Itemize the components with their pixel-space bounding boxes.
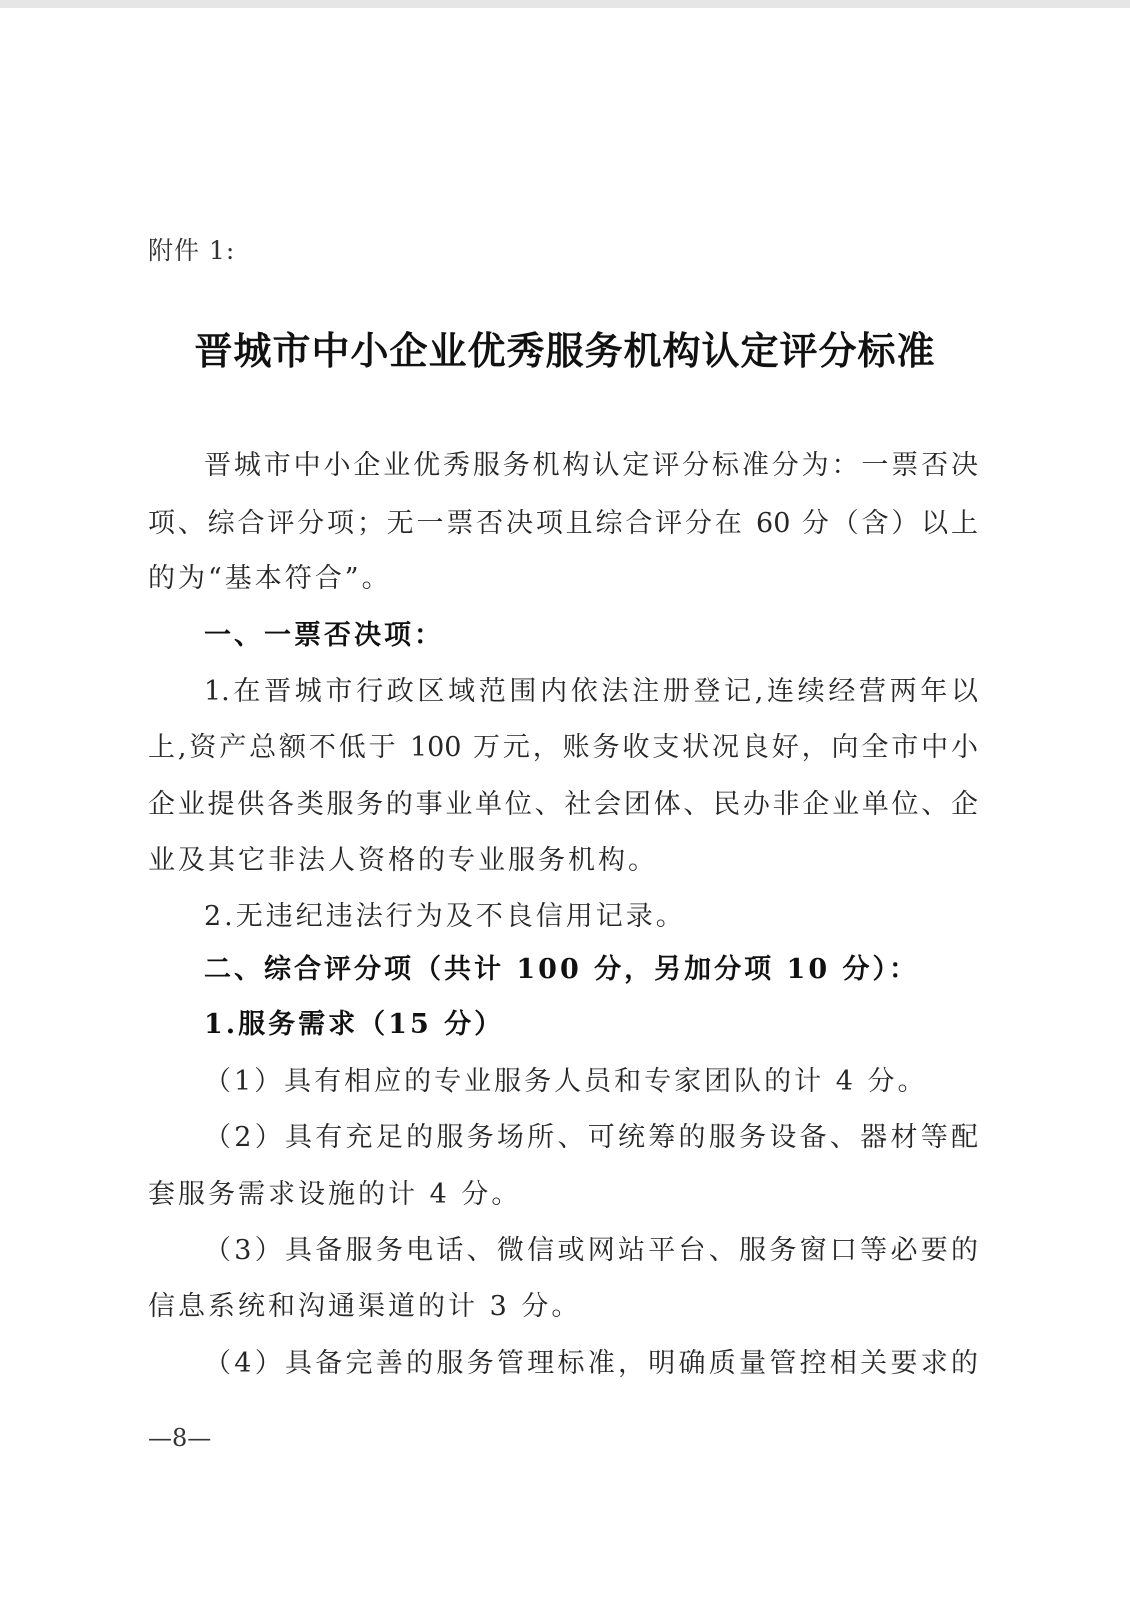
attachment-label: 附件 1:: [148, 236, 236, 265]
page-number: —8—: [148, 1424, 212, 1452]
section-heading-veto: 一、一票否决项：: [204, 620, 444, 651]
criterion-4-line-1: （4）具备完善的服务管理标准，明确质量管控相关要求的: [204, 1348, 978, 1379]
veto-item-2: 2.无违纪违法行为及不良信用记录。: [204, 901, 686, 932]
intro-line-1: 晋城市中小企业优秀服务机构认定评分标准分为：一票否决: [204, 450, 978, 481]
section-heading-scoring: 二、综合评分项（共计 100 分，另加分项 10 分）：: [204, 954, 920, 985]
veto-item-1-line-4: 业及其它非法人资格的专业服务机构。: [148, 845, 658, 876]
criterion-1: （1）具有相应的专业服务人员和专家团队的计 4 分。: [204, 1066, 928, 1097]
subsection-heading-service-demand: 1.服务需求（15 分）: [204, 1009, 505, 1040]
veto-item-1-line-2: 上,资产总额不低于 100 万元，账务收支状况良好，向全市中小: [148, 732, 978, 763]
veto-item-1-line-3: 企业提供各类服务的事业单位、社会团体、民办非企业单位、企: [148, 789, 978, 820]
intro-line-2: 项、综合评分项；无一票否决项且综合评分在 60 分（含）以上: [148, 508, 978, 539]
document-title: 晋城市中小企业优秀服务机构认定评分标准: [194, 328, 936, 373]
criterion-3-line-1: （3）具备服务电话、微信或网站平台、服务窗口等必要的: [204, 1235, 978, 1266]
criterion-2-line-1: （2）具有充足的服务场所、可统筹的服务设备、器材等配: [204, 1122, 978, 1153]
criterion-3-line-2: 信息系统和沟通渠道的计 3 分。: [148, 1291, 582, 1322]
criterion-2-line-2: 套服务需求设施的计 4 分。: [148, 1179, 522, 1210]
intro-line-3: 的为“基本符合”。: [148, 563, 392, 594]
veto-item-1-line-1: 1.在晋城市行政区域范围内依法注册登记,连续经营两年以: [204, 676, 978, 707]
